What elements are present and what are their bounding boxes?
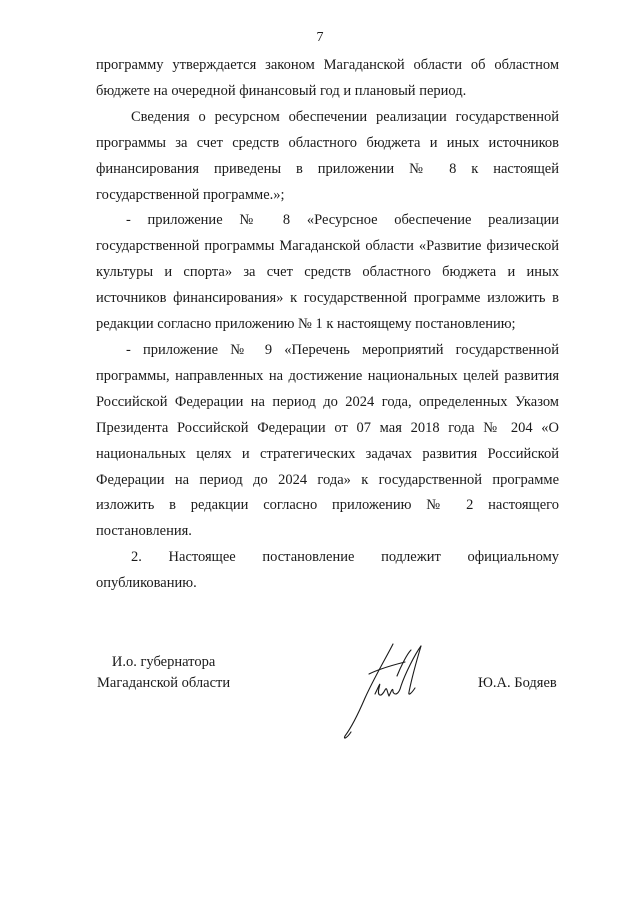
handwritten-signature [335,636,435,746]
signatory-title [97,652,230,694]
paragraph-continuation: программу утверждается законом Магаданской области об областном бюджете на очередной финансовый год и плановый период. [96,57,559,99]
signatory-title-line1: И.о. губернатора [111,654,216,670]
document-body [96,53,559,597]
paragraph-appendix-9: - приложение № 9 «Перечень мероприятий государственной программы, направленных на достижение национальных целей развития Российской Федерации на период до 2024 года, определенных Указом Президента Российской Федерации от 07 мая 2018 года № 204 «О национальных целях и стратегических задачах развития Российской Федерации на период до 2024 года» к государственной программе изложить в редакции согласно приложению № 2 настоящего постановления. [96,341,559,540]
paragraph-publication: 2. Настоящее постановление подлежит официальному опубликованию. [96,549,559,592]
signature-block [0,650,640,740]
paragraph-appendix-8: - приложение № 8 «Ресурсное обеспечение реализации государственной программы Магаданской области «Развитие физической культуры и спорта» за счет средств областного бюджета и иных источников финансирования» к государственной программе изложить в редакции согласно приложению № 1 к настоящему постановлению; [96,212,559,333]
signatory-name: Ю.А. Бодяев [478,675,557,691]
paragraph-resource-info: Сведения о ресурсном обеспечении реализации государственной программы за счет средств областного бюджета и иных источников финансирования приведены в приложении № 8 к настоящей государственной программе.»; [96,108,559,203]
page-number: 7 [316,30,324,45]
signatory-title-line2: Магаданской области [97,675,231,691]
